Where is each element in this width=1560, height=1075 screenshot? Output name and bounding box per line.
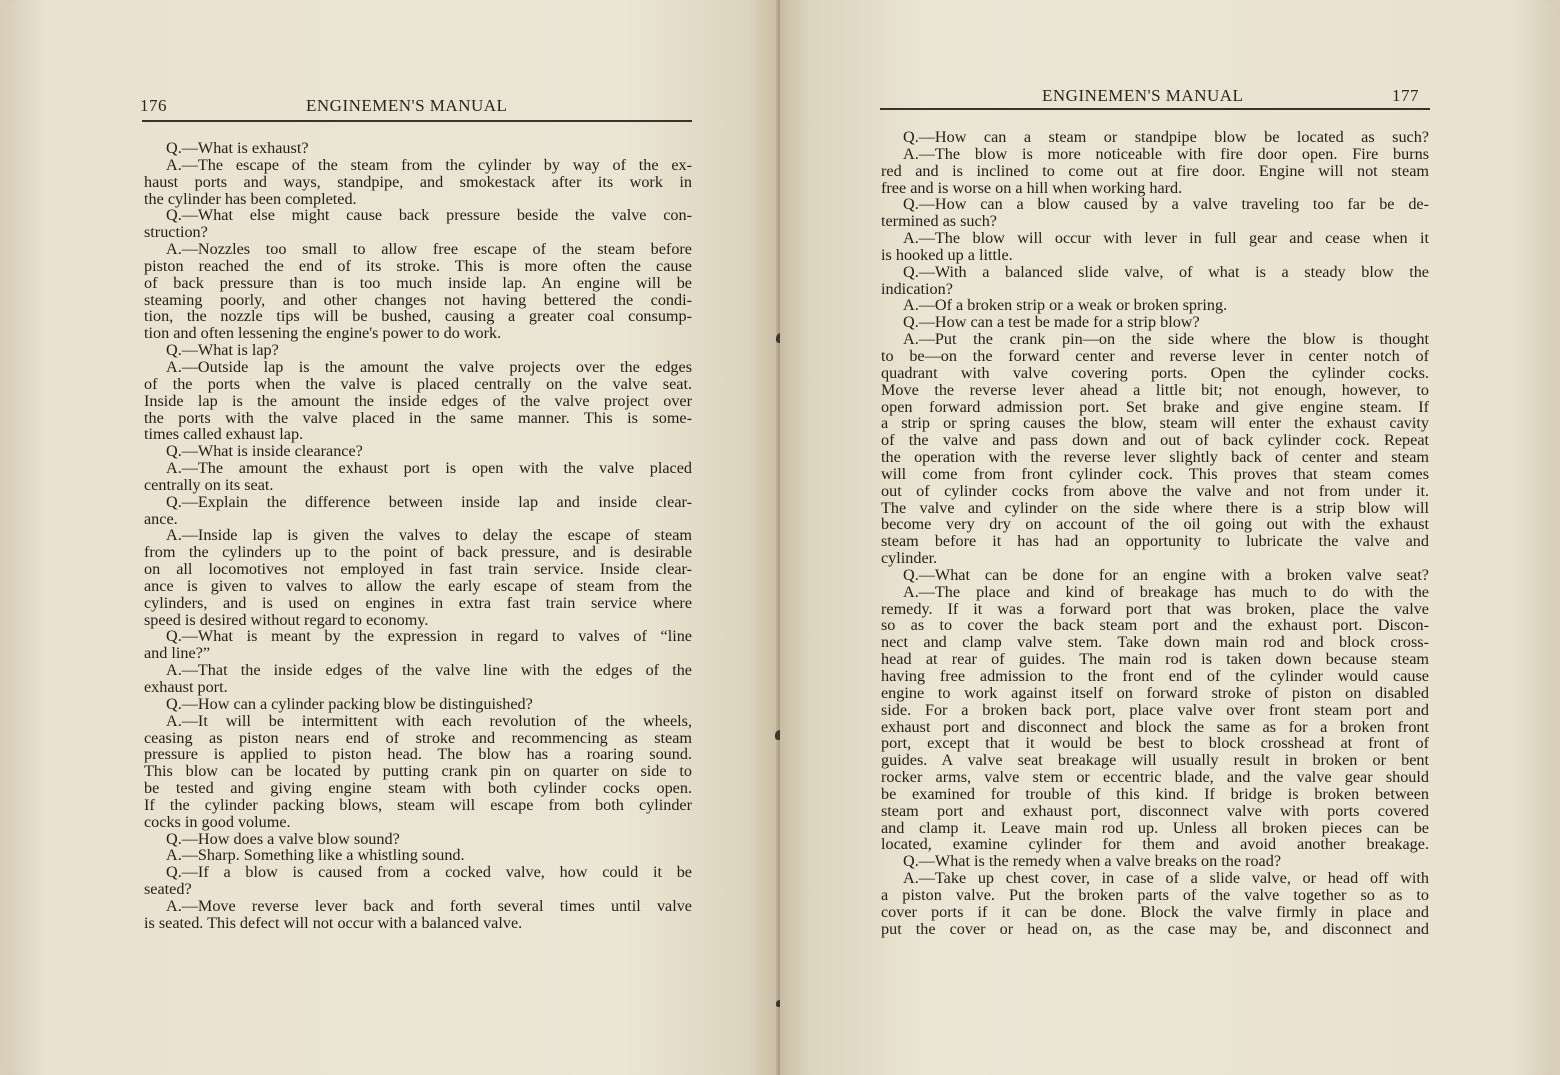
text-line: Q.—How can a steam or standpipe blow be located as such? bbox=[903, 128, 1429, 146]
text-line: Q.—What can be done for an engine with a broken valve seat? bbox=[903, 565, 1429, 584]
text-line: cylinders, and is used on engines in extra fast train service where bbox=[144, 593, 692, 612]
text-line: steaming poorly, and other changes not having bettered the condi- bbox=[144, 290, 692, 309]
text-line: remedy. If it was a forward port that was broken, place the valve bbox=[881, 599, 1429, 618]
text-line: cocks in good volume. bbox=[144, 812, 291, 831]
text-line: Q.—What else might cause back pressure beside the valve con- bbox=[166, 206, 692, 225]
text-line: the ports with the valve placed in the same manner. This is some- bbox=[144, 408, 692, 427]
text-line: piston reached the end of its stroke. This is more often the cause bbox=[144, 256, 692, 275]
text-line: to be—on the forward center and reverse lever in center notch of bbox=[881, 346, 1429, 365]
text-line: A.—Move reverse lever back and forth several times until valve bbox=[166, 896, 692, 915]
text-line: port, except that it would be best to block crosshead at front of bbox=[881, 734, 1429, 753]
text-line: exhaust port and disconnect and block the same as for a broken front bbox=[881, 717, 1429, 736]
text-line: indication? bbox=[881, 279, 953, 298]
text-line: is seated. This defect will not occur with a balanced valve. bbox=[144, 913, 523, 932]
text-line: red and is inclined to come out at fire door. Engine will not steam bbox=[881, 161, 1429, 180]
text-line: so as to cover the back steam port and the exhaust port. Discon- bbox=[881, 616, 1429, 635]
text-line: Q.—What is lap? bbox=[166, 341, 279, 360]
text-line: A.—Sharp. Something like a whistling sound. bbox=[166, 846, 465, 865]
text-line: from the cylinders up to the point of back pressure, and is desirable bbox=[144, 543, 692, 562]
text-line: A.—Inside lap is given the valves to delay the escape of steam bbox=[166, 526, 692, 545]
text-line: exhaust port. bbox=[144, 678, 228, 696]
text-line: put the cover or head on, as the case may be, and disconnect and bbox=[881, 919, 1429, 938]
right-page bbox=[780, 0, 1554, 1075]
left-running-head: ENGINEMEN'S MANUAL bbox=[306, 96, 508, 115]
text-line: and line?” bbox=[144, 644, 211, 663]
left-page bbox=[6, 0, 780, 1075]
text-line: Inside lap is the amount the inside edges of the valve project over bbox=[144, 391, 692, 410]
text-line: located, examine cylinder for them and avoid another breakage. bbox=[881, 835, 1429, 854]
text-line: A.—The escape of the steam from the cylinder by way of the ex- bbox=[166, 155, 692, 174]
text-line: steam port and exhaust port, disconnect valve with ports covered bbox=[881, 801, 1429, 820]
text-line: Q.—What is the remedy when a valve breaks on the road? bbox=[903, 852, 1282, 871]
text-line: ance is given to valves to allow the early escape of steam from the bbox=[144, 576, 692, 595]
text-line: free and is worse on a hill when working hard. bbox=[881, 178, 1183, 197]
text-line: A.—The blow is more noticeable with fire door open. Fire burns bbox=[903, 144, 1429, 163]
text-line: open forward admission port. Set brake and give engine steam. If bbox=[881, 397, 1429, 416]
text-line: head at rear of guides. The main rod is taken down because steam bbox=[881, 650, 1429, 669]
text-line: ance. bbox=[144, 509, 178, 528]
text-line: of back pressure than is too much inside lap. An engine will be bbox=[144, 273, 692, 292]
text-line: having free admission to the front end of the cylinder would cause bbox=[881, 667, 1429, 685]
text-line: A.—The amount the exhaust port is open with the valve placed bbox=[166, 459, 692, 478]
text-line: will come from front cylinder cock. This proves that steam comes bbox=[881, 464, 1429, 483]
text-line: Q.—How can a blow caused by a valve traveling too far be de- bbox=[903, 195, 1429, 214]
text-line: A.—That the inside edges of the valve line with the edges of the bbox=[166, 661, 692, 680]
text-line: the operation with the reverse lever slightly back of center and steam bbox=[881, 448, 1429, 467]
text-line: out of cylinder cocks from above the valve and not from under it. bbox=[881, 481, 1429, 500]
right-page-number: 177 bbox=[1392, 86, 1419, 105]
text-line: termined as such? bbox=[881, 212, 997, 231]
text-line: Q.—How can a cylinder packing blow be distinguished? bbox=[166, 694, 533, 713]
text-line: If the cylinder packing blows, steam will escape from both cylinder bbox=[144, 795, 692, 814]
text-line: A.—Put the crank pin—on the side where the blow is thought bbox=[903, 330, 1429, 349]
text-line: be examined for trouble of this kind. If bridge is broken between bbox=[881, 784, 1429, 803]
left-body-text bbox=[144, 140, 692, 932]
text-line: on all locomotives not employed in fast train service. Inside clear- bbox=[144, 560, 692, 579]
text-line: A.—The blow will occur with lever in full gear and cease when it bbox=[903, 229, 1429, 248]
text-line: Q.—With a balanced slide valve, of what is a steady blow the bbox=[903, 262, 1429, 281]
text-line: the cylinder has been completed. bbox=[144, 189, 357, 208]
text-line: side. For a broken back port, place valve over front steam port and bbox=[881, 700, 1429, 719]
text-line: of the ports when the valve is placed centrally on the valve seat. bbox=[144, 374, 692, 393]
text-line: quadrant with valve covering ports. Open the cylinder cocks. bbox=[881, 363, 1429, 382]
text-line: cylinder. bbox=[881, 549, 938, 568]
text-line: Q.—How can a test be made for a strip blow? bbox=[903, 313, 1200, 332]
text-line: of the valve and pass down and out of back cylinder cock. Repeat bbox=[881, 431, 1429, 450]
text-line: and clamp it. Leave main rod up. Unless all broken pieces can be bbox=[881, 818, 1429, 837]
text-line: struction? bbox=[144, 223, 208, 242]
text-line: Q.—What is inside clearance? bbox=[166, 442, 363, 461]
right-header-rule bbox=[880, 108, 1430, 110]
text-line: a piston valve. Put the broken parts of the valve together so as to bbox=[881, 885, 1429, 904]
left-header-rule bbox=[142, 120, 692, 122]
text-line: Move the reverse lever ahead a little bit; not enough, however, to bbox=[881, 380, 1429, 399]
text-line: cover ports if it can be done. Block the valve firmly in place and bbox=[881, 902, 1429, 921]
text-line: nect and clamp valve stem. Take down main rod and block cross- bbox=[881, 633, 1429, 652]
text-line: A.—Nozzles too small to allow free escape of the steam before bbox=[166, 240, 692, 259]
text-line: seated? bbox=[144, 880, 192, 899]
text-line: The valve and cylinder on the side where there is a strip blow will bbox=[881, 498, 1429, 517]
text-line: Q.—If a blow is caused from a cocked valve, how could it be bbox=[166, 863, 692, 882]
text-line: pressure is applied to piston head. The blow has a roaring sound. bbox=[144, 745, 692, 764]
text-line: ceasing as piston nears end of stroke and recommencing as steam bbox=[144, 728, 692, 747]
text-line: engine to work against itself on forward stroke of piston on disabled bbox=[881, 683, 1429, 702]
text-line: speed is desired without regard to economy. bbox=[144, 610, 429, 629]
text-line: haust ports and ways, standpipe, and smokestack after its work in bbox=[144, 172, 692, 191]
text-line: a strip or spring causes the blow, steam will enter the exhaust cavity bbox=[881, 414, 1429, 433]
text-line: A.—Outside lap is the amount the valve projects over the edges bbox=[166, 357, 692, 376]
text-line: A.—It will be intermittent with each revolution of the wheels, bbox=[166, 711, 692, 730]
text-line: Q.—How does a valve blow sound? bbox=[166, 829, 400, 848]
text-line: A.—Take up chest cover, in case of a slide valve, or head off with bbox=[903, 869, 1429, 888]
text-line: become very dry on account of the oil going out with the exhaust bbox=[881, 515, 1429, 534]
text-line: A.—The place and kind of breakage has much to do with the bbox=[903, 582, 1429, 601]
text-line: times called exhaust lap. bbox=[144, 425, 304, 444]
right-body-text bbox=[881, 129, 1429, 938]
text-line: Q.—What is exhaust? bbox=[166, 139, 309, 157]
text-line: tion and often lessening the engine's power to do work. bbox=[144, 324, 502, 343]
text-line: tion, the nozzle tips will be bushed, causing a greater coal consump- bbox=[144, 307, 692, 326]
text-line: is hooked up a little. bbox=[881, 245, 1013, 264]
text-line: Q.—What is meant by the expression in regard to valves of “line bbox=[166, 627, 692, 646]
text-line: Q.—Explain the difference between inside lap and inside clear- bbox=[166, 492, 692, 511]
text-line: centrally on its seat. bbox=[144, 475, 274, 494]
text-line: This blow can be located by putting crank pin on quarter on side to bbox=[144, 762, 692, 781]
text-line: be tested and giving engine steam with both cylinder cocks open. bbox=[144, 779, 692, 798]
text-line: guides. A valve seat breakage will usually result in broken or bent bbox=[881, 751, 1429, 770]
right-running-head: ENGINEMEN'S MANUAL bbox=[1042, 86, 1244, 105]
text-line: steam before it has had an opportunity to lubricate the valve and bbox=[881, 532, 1429, 551]
left-page-number: 176 bbox=[140, 96, 167, 115]
text-line: A.—Of a broken strip or a weak or broken spring. bbox=[903, 296, 1228, 315]
text-line: rocker arms, valve stem or eccentric blade, and the valve gear should bbox=[881, 768, 1429, 787]
